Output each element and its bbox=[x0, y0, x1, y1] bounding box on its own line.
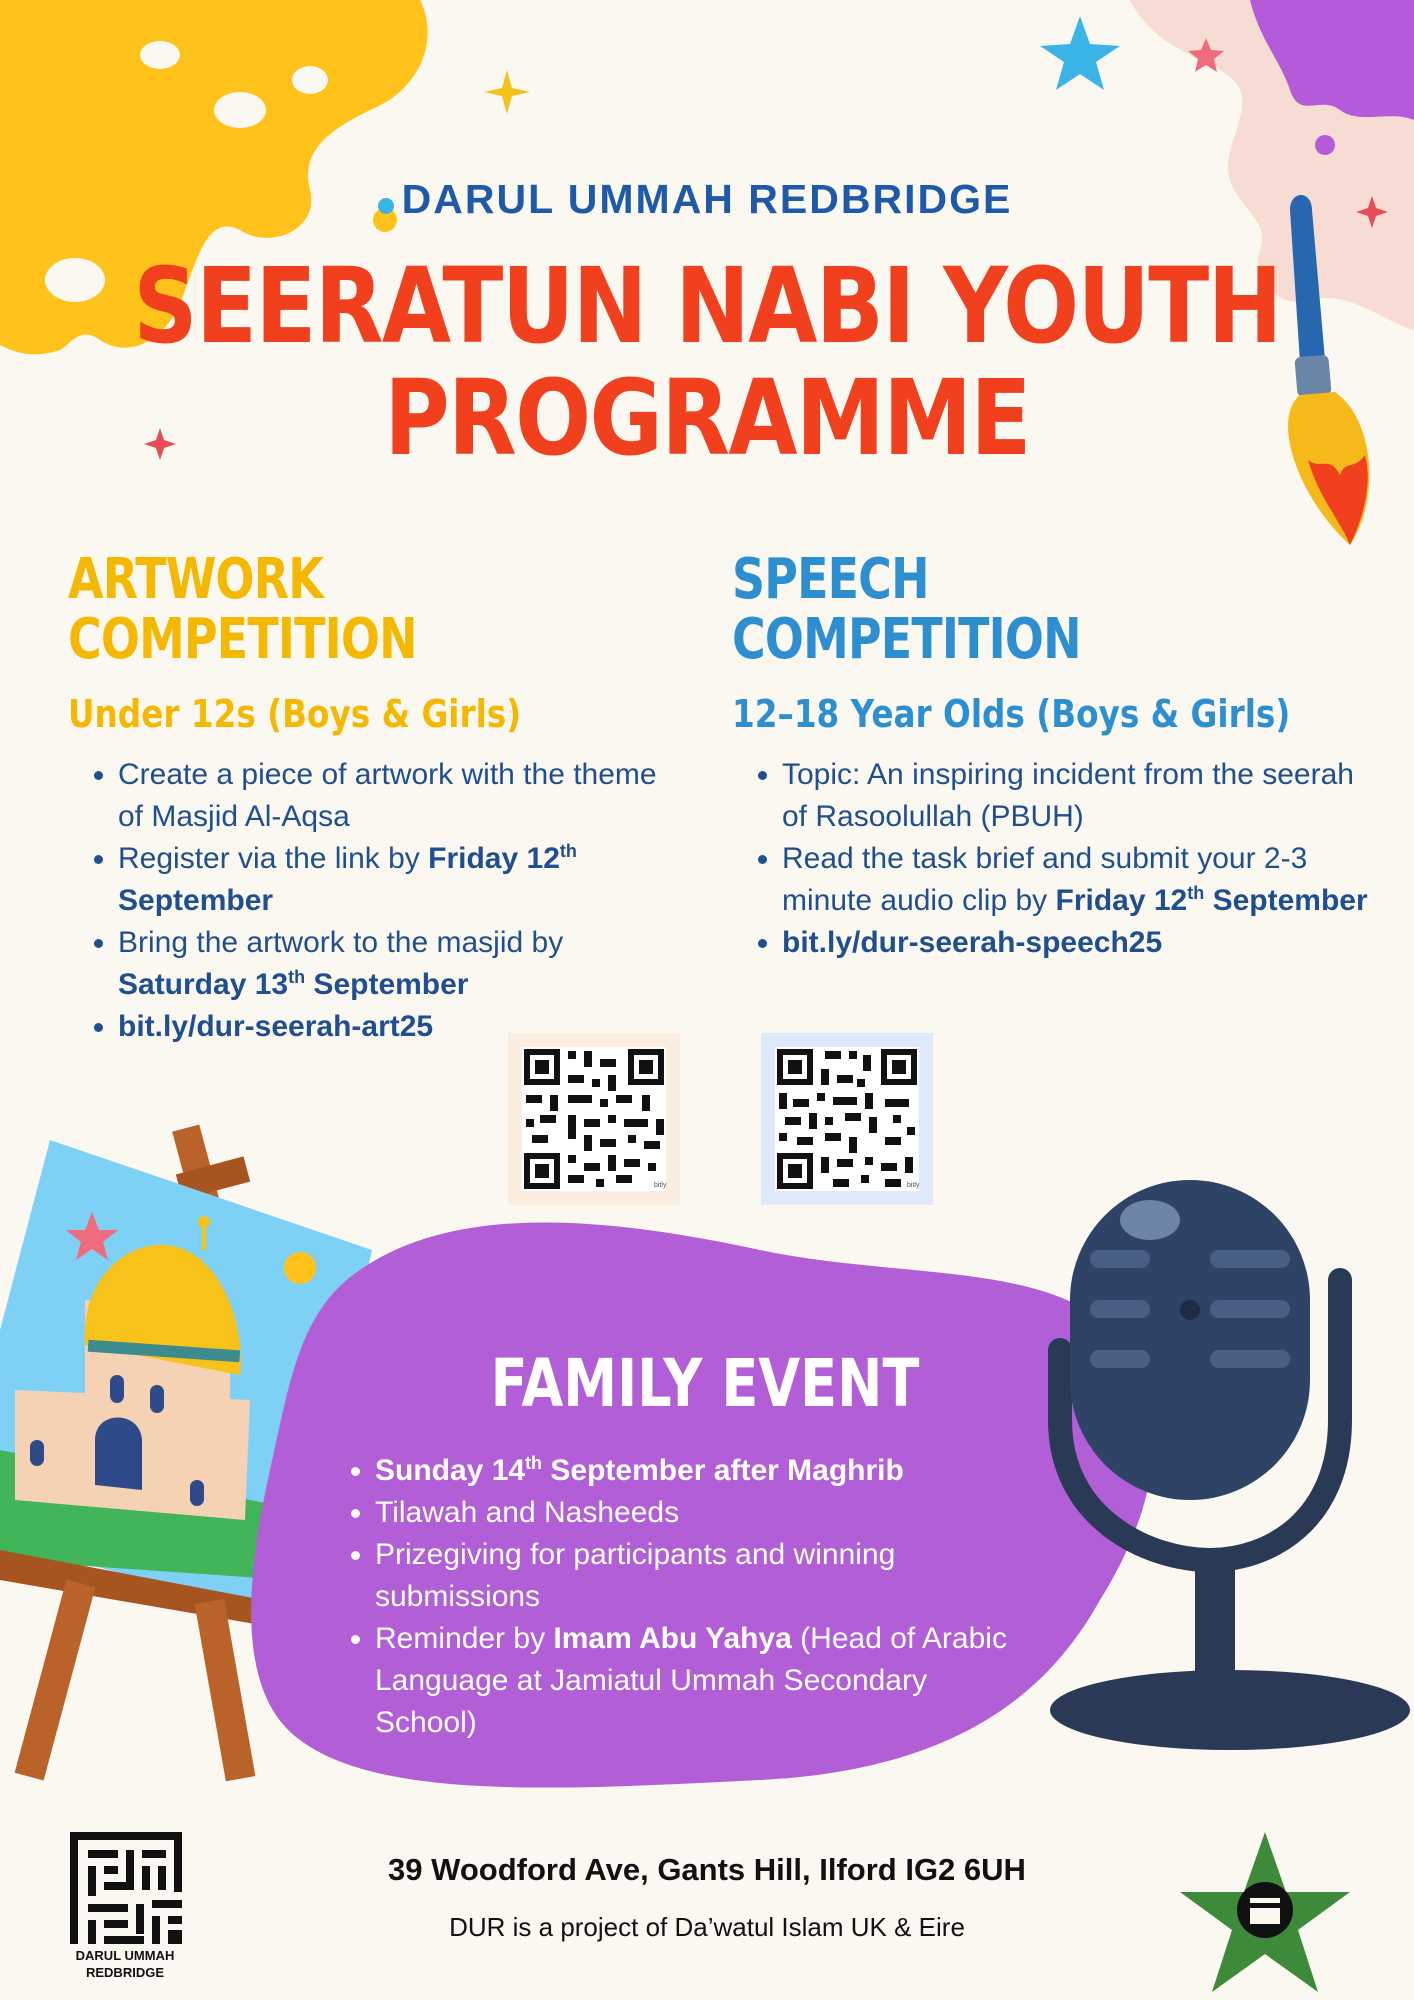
artwork-list bbox=[68, 754, 658, 1048]
qr-code-icon bbox=[761, 1033, 933, 1205]
qr-label: bitly bbox=[907, 1182, 920, 1189]
list-item: • Prizegiving for participants and winning submissions bbox=[375, 1534, 1035, 1618]
list-item bbox=[782, 922, 1382, 964]
artwork-title-line-2: COMPETITION bbox=[68, 607, 417, 672]
list-item: • Sunday 14th September after Maghrib bbox=[375, 1450, 1035, 1492]
logo-caption-line-2: REDBRIDGE bbox=[85, 1965, 164, 1980]
family-event-list bbox=[345, 1450, 1035, 1744]
list-item: • Topic: An inspiring incident from the seerah of Rasoolullah (PBUH) bbox=[782, 754, 1382, 838]
artwork-title bbox=[68, 547, 560, 672]
speech-link[interactable]: bit.ly/dur-seerah-speech25 bbox=[782, 926, 1163, 959]
organization-name: DARUL UMMAH REDBRIDGE bbox=[401, 176, 1013, 222]
list-item: • Register via the link by Friday 12th September bbox=[118, 838, 658, 922]
logo-caption-line-1: DARUL UMMAH bbox=[75, 1948, 175, 1963]
speech-title bbox=[732, 547, 1257, 672]
speech-list bbox=[732, 754, 1382, 964]
list-item: • Read the task brief and submit your 2-3 minute audio clip by Friday 12th September bbox=[782, 838, 1382, 922]
page-title bbox=[99, 245, 1315, 479]
address: 39 Woodford Ave, Gants Hill, Ilford IG2 6UH bbox=[388, 1852, 1026, 1887]
speech-qr-code[interactable] bbox=[761, 1033, 933, 1205]
family-event-section bbox=[345, 1345, 1065, 1744]
artwork-subtitle: Under 12s (Boys & Girls) bbox=[68, 692, 522, 736]
list-item: • Tilawah and Nasheeds bbox=[375, 1492, 1035, 1534]
project-note: DUR is a project of Da’watul Islam UK & Eire bbox=[449, 1912, 965, 1942]
artwork-title-line-1: ARTWORK bbox=[68, 547, 324, 612]
list-item: • Reminder by Imam Abu Yahya (Head of Arabic Language at Jamiatul Ummah Secondary School) bbox=[375, 1618, 1035, 1744]
speech-section bbox=[732, 547, 1372, 964]
logo-caption bbox=[50, 1947, 200, 1981]
list-item: • Bring the artwork to the masjid by Saturday 13th September bbox=[118, 922, 658, 1006]
artwork-section bbox=[68, 547, 668, 1048]
title-line-2: PROGRAMME bbox=[384, 357, 1030, 479]
speech-title-line-1: SPEECH bbox=[732, 547, 929, 612]
family-event-title: FAMILY EVENT bbox=[490, 1345, 920, 1422]
speech-title-line-2: COMPETITION bbox=[732, 607, 1081, 672]
sparkle-icon bbox=[484, 70, 530, 114]
blue-star-icon bbox=[1040, 16, 1120, 90]
artwork-link[interactable]: bit.ly/dur-seerah-art25 bbox=[118, 1010, 434, 1043]
speech-subtitle: 12–18 Year Olds (Boys & Girls) bbox=[732, 692, 1291, 736]
artwork-qr-code[interactable] bbox=[508, 1033, 680, 1205]
qr-code-icon bbox=[508, 1033, 680, 1205]
qr-label: bitly bbox=[654, 1182, 667, 1189]
title-line-1: SEERATUN NABI YOUTH bbox=[133, 245, 1281, 367]
list-item: • Create a piece of artwork with the theme of Masjid Al-Aqsa bbox=[118, 754, 658, 838]
